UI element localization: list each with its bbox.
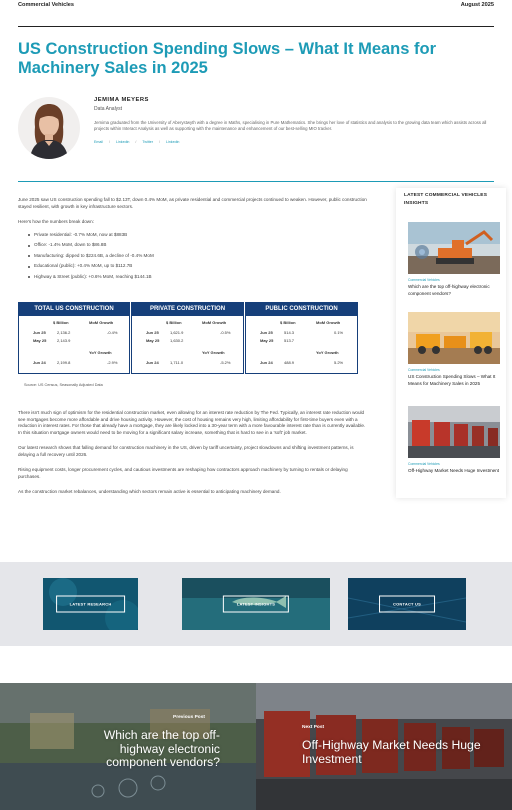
social-linkedin-link[interactable]: Linkedin: [116, 140, 130, 144]
cell-billion: 2,143.9: [57, 338, 71, 343]
col-header-billion: $ Billion: [166, 320, 182, 325]
breakdown-list: [28, 232, 370, 281]
social-twitter-link[interactable]: Twitter: [142, 140, 153, 144]
date-label: August 2025: [460, 2, 494, 8]
row-label: Jun 24: [146, 360, 159, 365]
table-section-header: TOTAL US CONSTRUCTION: [18, 302, 130, 316]
row-label: May 25: [33, 338, 47, 343]
cell-billion: 2,199.8: [57, 360, 71, 365]
row-label: Jun 25: [260, 330, 273, 335]
sidebar-card-title[interactable]: Off-Highway Market Needs Huge Investment: [408, 468, 500, 473]
cell-mom: -0.4%: [107, 330, 118, 335]
col-header-yoy: YoY Growth: [316, 350, 339, 355]
table-section-grid: [245, 316, 358, 374]
previous-post-title[interactable]: Which are the top off-highway electronic component vendors?: [103, 728, 220, 769]
paragraph: Our latest research shows that falling demand for construction machinery in the US, driven by tariff uncertainty, project slowdowns and shifting investment patterns, is delaying a full recovery until 2026.: [18, 445, 354, 457]
cell-billion: 1,630.2: [170, 338, 184, 343]
social-separator: /: [135, 140, 137, 144]
cell-mom: 0.1%: [334, 330, 344, 335]
social-email-link[interactable]: Email: [94, 140, 103, 144]
author-avatar: [18, 97, 80, 159]
article-body-continued: [18, 410, 370, 505]
table-section-private: [131, 302, 244, 374]
paragraph: As the construction market rebalances, understanding which sectors remain active is essential to anticipating machinery demand.: [18, 489, 281, 494]
paragraph: There isn't much sign of optimism for the residential construction market, even allowing for an interest rate reduction by The Fed. Typically, an interest rate reduction would see mortgages become more affordable and drive housing activity. However, the cost of housing remains very high, limiting affordability for first-time buyers even with a reduction in interest rates. For those that already have a mortgage, they are likely locked into a 30-year term with a more favourable interest rate than is currently available. In this situation mortgage owners would need to be moving for a significant salary increase, something that is hard to see in a 'soft' job market.: [18, 410, 366, 435]
next-post-label: Next Post: [302, 725, 325, 730]
sidebar-card-category[interactable]: Commercial Vehicles: [408, 368, 440, 372]
row-label: May 25: [146, 338, 160, 343]
cell-billion: 1,711.0: [170, 360, 184, 365]
paragraph: Rising equipment costs, longer procurement cycles, and cautious investments are reshaping how contractors approach machinery by turning to rentals or delaying purchases.: [18, 467, 348, 479]
sidebar-card-2[interactable]: [408, 312, 500, 387]
previous-post-label: Previous Post: [173, 715, 205, 720]
next-post-link[interactable]: [256, 683, 512, 810]
cell-mom: -0.5%: [220, 330, 231, 335]
row-label: Jun 25: [146, 330, 159, 335]
list-item: Private residential: -0.7% MoM, now at $883B: [28, 232, 370, 239]
row-label: Jun 24: [33, 360, 46, 365]
list-item: Educational (public): +0.4% MoM, up to $112.7B: [28, 263, 370, 270]
cell-billion: 2,136.2: [57, 330, 71, 335]
cell-yoy: 5.2%: [334, 360, 344, 365]
contact-us-tile[interactable]: [348, 578, 466, 630]
list-item: Manufacturing: dipped to $224.6B, a decline of -0.4% MoM: [28, 253, 370, 260]
latest-insights-button[interactable]: LATEST INSIGHTS: [223, 596, 289, 613]
author-name: JEMIMA MEYERS: [94, 97, 149, 103]
cell-yoy: -2.9%: [107, 360, 118, 365]
sidebar-card-3[interactable]: [408, 406, 500, 475]
cell-yoy: -5.2%: [220, 360, 231, 365]
row-label: Jun 24: [260, 360, 273, 365]
sidebar-card-image[interactable]: [408, 406, 500, 458]
construction-table: [18, 302, 358, 382]
previous-post-link[interactable]: [0, 683, 256, 810]
sidebar-heading: LATEST COMMERCIAL VEHICLES INSIGHTS: [404, 193, 488, 206]
section-divider: [18, 181, 494, 182]
sidebar-card-category[interactable]: Commercial Vehicles: [408, 462, 440, 466]
sidebar-card-image[interactable]: [408, 222, 500, 274]
col-header-yoy: YoY Growth: [89, 350, 112, 355]
table-section-public: [245, 302, 358, 374]
sidebar-card-title[interactable]: US Construction Spending Slows – What It Means for Machinery Sales in 2025: [408, 374, 496, 386]
table-section-grid: [18, 316, 130, 374]
table-section-grid: [131, 316, 244, 374]
col-header-billion: $ Billion: [280, 320, 296, 325]
social-linkedin-link-2[interactable]: Linkedin: [165, 140, 180, 144]
col-header-yoy: YoY Growth: [202, 350, 225, 355]
sidebar-card-category[interactable]: Commercial Vehicles: [408, 278, 440, 282]
latest-research-tile[interactable]: [43, 578, 138, 630]
row-label: Jun 25: [33, 330, 46, 335]
table-source: Source: US Census, Seasonally Adjusted Data: [24, 383, 103, 387]
breakdown-intro: Here's how the numbers break down:: [18, 219, 94, 224]
cell-billion: 488.9: [284, 360, 295, 365]
social-separator: /: [158, 140, 160, 144]
col-header-mom: MoM Growth: [316, 320, 341, 325]
cell-billion: 514.3: [284, 330, 295, 335]
author-role: Data Analyst: [94, 106, 123, 112]
next-post-title[interactable]: Off-Highway Market Needs Huge Investment: [302, 738, 481, 766]
list-item: Office: -1.4% MoM, down to $86.8B: [28, 242, 370, 249]
latest-insights-sidebar: [396, 188, 506, 498]
cell-billion: 513.7: [284, 338, 295, 343]
latest-insights-tile[interactable]: [182, 578, 330, 630]
col-header-billion: $ Billion: [53, 320, 69, 325]
top-divider: [18, 26, 494, 27]
sidebar-card-title[interactable]: Which are the top off-highway electronic component vendors?: [408, 284, 490, 296]
social-separator: /: [109, 140, 110, 144]
col-header-mom: MoM Growth: [89, 320, 114, 325]
top-bar: [18, 2, 494, 16]
sidebar-card-1[interactable]: [408, 222, 500, 297]
page-title: US Construction Spending Slows – What It Means for Machinery Sales in 2025: [18, 40, 437, 77]
table-section-header: PRIVATE CONSTRUCTION: [131, 302, 244, 316]
sidebar-card-image[interactable]: [408, 312, 500, 364]
table-section-header: PUBLIC CONSTRUCTION: [245, 302, 358, 316]
author-block: [94, 97, 494, 144]
contact-us-button[interactable]: CONTACT US: [379, 596, 435, 613]
article-body: [18, 197, 370, 288]
author-bio: Jemima graduated from the University of Aberystwyth with a degree in Maths, specialising in Pure Mathematics. She brings her love of statistics and analysis to the growing data team which assists across all projects within Interact Analysis as well as supporting with the maintenance and enhancement of our best-selling MIO tracker.: [94, 120, 487, 131]
list-item: Highway & Street (public): +0.6% MoM, reaching $144.1B: [28, 274, 370, 281]
author-social-links: [94, 140, 494, 144]
cell-billion: 1,621.9: [170, 330, 184, 335]
col-header-mom: MoM Growth: [202, 320, 227, 325]
category-link[interactable]: Commercial Vehicles: [18, 2, 74, 8]
article-intro: June 2025 saw US construction spending fall to $2.13T, down 0.4% MoM, as private residential and commercial projects continued to weaken. However, public construction stayed resilient, with growth in key infrastructure sectors.: [18, 197, 367, 209]
row-label: May 25: [260, 338, 274, 343]
table-section-total: [18, 302, 130, 374]
latest-research-button[interactable]: LATEST RESEARCH: [56, 596, 126, 613]
